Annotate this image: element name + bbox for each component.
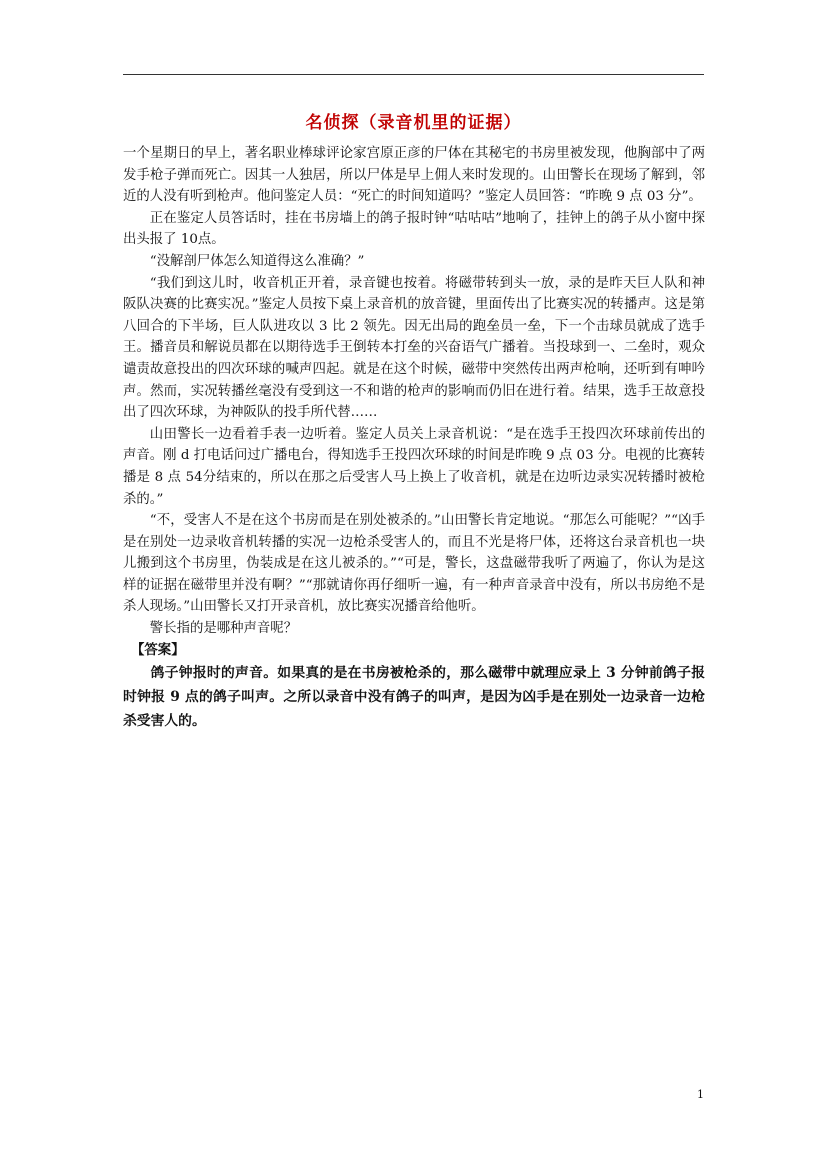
answer-label: 【答案】 [131,641,185,658]
paragraph-3: “没解剖尸体怎么知道得这么准确？” [149,253,365,269]
paragraph-2: 正在鉴定人员答话时，挂在书房墙上的鸽子报时钟“咕咕咕”地响了，挂钟上的鸽子从小窗中探出头报了 10点。 [123,210,705,248]
paragraph-1: 一个星期日的早上，著名职业棒球评论家宫原正彦的尸体在其秘宅的书房里被发现，他胸部中了两发手枪子弹而死亡。因其一人独居，所以尸体是早上佣人来时发现的。山田警长在现场了解到，邻近的人没有听到枪声。他问鉴定人员：“死亡的时间知道吗？”鉴定人员回答：“昨晚 9 点 03 分”。 [123,146,705,205]
page-number: 1 [697,1088,704,1101]
header-rule [123,74,704,75]
paragraph-7: 警长指的是哪种声音呢？ [149,621,298,637]
document-body [123,143,705,733]
paragraph-6: “不，受害人不是在这个书房而是在别处被杀的。”山田警长肯定地说。“那怎么可能呢？”“凶手是在别处一边录收音机转播的实况一边枪杀受害人的，而且不光是将尸体，还将这台录音机也一块儿搬到这个书房里，伪装成是在这儿被杀的。”“可是，警长，这盘磁带我听了两遍了，你认为是这样的证据在磁带里并没有啊？”“那就请你再仔细听一遍，有一种声音录音中没有，所以书房绝不是杀人现场。”山田警长又打开录音机，放比赛实况播音给他听。 [123,513,705,615]
paragraph-4: “我们到这儿时，收音机正开着，录音键也按着。将磁带转到头一放，录的是昨天巨人队和神阪队决赛的比赛实况。”鉴定人员按下桌上录音机的放音键，里面传出了比赛实况的转播声。这是第八回合的下半场，巨人队进攻以 3 比 2 领先。因无出局的跑垒员一垒，下一个击球员就成了选手王。播音员和解说员都在以期待选手王倒转本打垒的兴奋语气广播着。当投球到一、二垒时，观众谴责故意投出的四次环球的喊声四起。就是在这个时候，磁带中突然传出两声枪响，还听到有呻吟声。然而，实况转播丝毫没有受到这一不和谐的枪声的影响而仍旧在进行着。结果，选手王故意投出了四次环球，为神阪队的投手所代替…… [123,275,705,421]
document-title: 名侦探（录音机里的证据） [305,113,522,133]
answer-text: 鸽子钟报时的声音。如果真的是在书房被枪杀的，那么磁带中就理应录上 3 分钟前鸽子报时钟报 9 点的鸽子叫声。之所以录音中没有鸽子的叫声，是因为凶手是在别处一边录音一边枪杀受害人的。 [123,665,705,730]
paragraph-5: 山田警长一边看着手表一边听着。鉴定人员关上录音机说：“是在选手王投四次环球前传出的声音。刚 d 打电话问过广播电台，得知选手王投四次环球的时间是昨晚 9 点 03 分。电视的比赛转播是 8 点 54分结束的，所以在那之后受害人马上换上了收音机，就是在边听边录实况转播时被枪杀的。” [123,426,705,507]
